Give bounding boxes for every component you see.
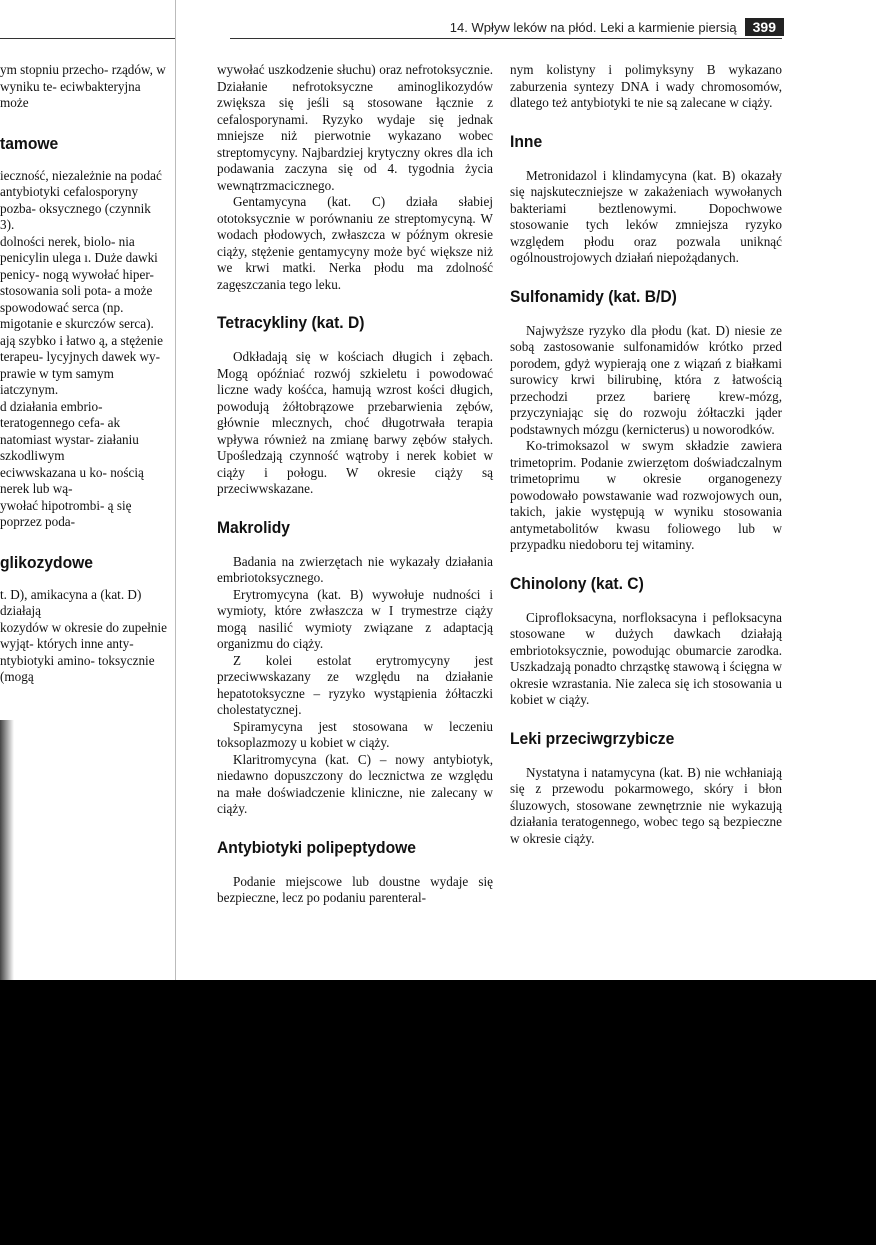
page-number: 399 — [745, 18, 784, 36]
scan-black-area — [0, 980, 876, 1245]
paragraph: Ciprofloksacyna, norfloksacyna i pefloksacyna stosowane w dużych dawkach działają embriotoksycznie, powodując obumarcie zarodka. Uszkadzają ponadto chrząstkę stawową i ścięgna w okresie wzrastania. Nie zaleca się ich stosowania u kobiet w ciąży. — [510, 609, 782, 707]
paragraph: Odkładają się w kościach długich i zębach. Mogą opóźniać rozwój szkieletu i powodować liczne wady kośćca, hamują wzrost kości długich, powodują żółtobrązowe przebarwienia zębów, głównie mlecznych, choć długotrwała terapia wpływa również na zmianę barwy zębów stałych. Upośledzają czynność wątroby i nerek kobiet w ciąży i połogu. W okresie ciąży są przeciwwskazane. — [217, 349, 493, 496]
paragraph: Metronidazol i klindamycyna (kat. B) okazały się najskuteczniejsze w zakażeniach wywołanych bakteriami beztlenowymi. Dopochwowe stosowanie tych leków zmniejsza ryzyko względem płodu oraz pozwala uniknąć ogólnoustrojowych działań niepożądanych. — [510, 167, 782, 265]
paragraph: Gentamycyna (kat. C) działa słabiej ototoksycznie w porównaniu ze streptomycyną. W wodach płodowych, zwłaszcza w późnym okresie ciąży, stężenie gentamycyny może być większe niż we krwi matki. Nerka płodu ma zdolność zagęszczania tego leku. — [217, 194, 493, 292]
page-gutter — [175, 0, 176, 980]
paragraph: d działania embrio- teratogennego cefa- ak natomiast wystar- ziałaniu szkodliwym — [0, 398, 139, 463]
paragraph: ym stopniu przecho- rządów, w wyniku te- eciwbakteryjna może — [0, 62, 166, 110]
paragraph: Erytromycyna (kat. B) wywołuje nudności i wymioty, które zwłaszcza w I trymestrze ciąży mogą nasilić wymioty związane z adaptacją organizmu do ciąży. — [217, 586, 493, 651]
section-heading: Tetracykliny (kat. D) — [217, 313, 365, 332]
running-title: 14. Wpływ leków na płód. Leki a karmienie piersią — [449, 19, 737, 35]
section-heading: Sulfonamidy (kat. B/D) — [510, 286, 677, 306]
section-heading: glikozydowe — [0, 552, 93, 572]
left-column-fragment — [0, 62, 168, 686]
right-column — [510, 62, 782, 847]
section-heading: Chinolony (kat. C) — [510, 573, 644, 593]
paragraph: wywołać uszkodzenie słuchu) oraz nefrotoksycznie. Działanie nefrotoksyczne aminoglikozydów zwiększa się jeśli są stosowane łącznie z cefalosporynami. Ryzyko wydaje się jednak mniejsze niż pierwotnie wykazano wobec streptomycyny. Najbardziej krytyczny okres dla ich podawania zaczyna się od 4. tygodnia życia wewnątrzmacicznego. — [217, 62, 493, 193]
section-heading: Leki przeciwgrzybicze — [510, 728, 675, 748]
paragraph: Z kolei estolat erytromycyny jest przeciwwskazany ze względu na działanie hepatotoksyczne – ryzyko wystąpienia żółtaczki cholestatycznej. — [217, 652, 493, 717]
paragraph: kozydów w okresie do zupełnie wyjąt- których inne anty- ntybiotyki amino- toksycznie (mogą — [0, 619, 167, 684]
paragraph: Badania na zwierzętach nie wykazały działania embriotoksycznego. — [217, 553, 493, 585]
paragraph: eciwwskazana u ko- nością nerek lub wą- — [0, 464, 144, 496]
paragraph: ywołać hipotrombi- ą się poprzez poda- — [0, 497, 132, 529]
section-heading: Makrolidy — [217, 517, 291, 537]
paragraph: nym kolistyny i polimyksyny B wykazano zaburzenia syntezy DNA i wady chromosomów, dlatego też antybiotyki te nie są zalecane w ciąży. — [510, 62, 782, 110]
paragraph: ieczność, niezależnie na podać antybiotyki cefalosporyny pozba- oksycznego (czynnik 3). — [0, 167, 162, 232]
section-heading: Antybiotyki polipeptydowe — [217, 837, 416, 857]
paragraph: Nystatyna i natamycyna (kat. B) nie wchłaniają się z przewodu pokarmowego, skóry i błon śluzowych, stosowane zewnętrznie nie wykazują działania teratogennego, wobec tego są bezpieczne w okresie ciąży. — [510, 764, 782, 846]
paragraph: dolności nerek, biolo- nia penicylin ulega ı. Duże dawki penicy- nogą wywołać hiper- stosowania soli pota- a może spowodować serca (np. migotanie e skurczów serca). ają szybko i łatwo ą, a stężenie terapeu- lycyjnych dawek wy- prawie w tym samym iatczynym. — [0, 233, 163, 397]
paragraph: t. D), amikacyna a (kat. D) działają — [0, 586, 142, 618]
header-rule — [230, 38, 782, 39]
running-header — [450, 16, 784, 38]
section-heading: Inne — [510, 131, 543, 151]
binding-shadow — [0, 720, 14, 980]
section-heading: tamowe — [0, 133, 59, 153]
paragraph: Spiramycyna jest stosowana w leczeniu toksoplazmozy u kobiet w ciąży. — [217, 718, 493, 750]
paragraph: Najwyższe ryzyko dla płodu (kat. D) niesie ze sobą zastosowanie sulfonamidów krótko przed porodem, gdyż wypierają one z wiązań z białkami surowicy krwi bilirubinę, która z łatwością przechodzi przez barierę krew-mózg, przyczyniając się do rozwoju żółtaczki jąder podstawnych mózgu (kernicterus) u noworodków. — [510, 322, 782, 437]
middle-column — [217, 62, 493, 907]
paragraph: Klaritromycyna (kat. C) – nowy antybiotyk, niedawno dopuszczony do lecznictwa ze względu na małe doświadczenie kliniczne, nie zalecany w ciąży. — [217, 751, 493, 816]
paragraph: Podanie miejscowe lub doustne wydaje się bezpieczne, lecz po podaniu parenteral- — [217, 873, 493, 905]
header-rule-left — [0, 38, 175, 39]
paragraph: Ko-trimoksazol w swym składzie zawiera trimetoprim. Podanie zwierzętom doświadczalnym trimetoprimu w okresie organogenezy powodowało powstawanie wad rozwojowych oun, takich, jakie występują w wyniku stosowania antymetabolitów kwasu foliowego lub w przypadku niedoboru tej witaminy. — [510, 438, 782, 552]
